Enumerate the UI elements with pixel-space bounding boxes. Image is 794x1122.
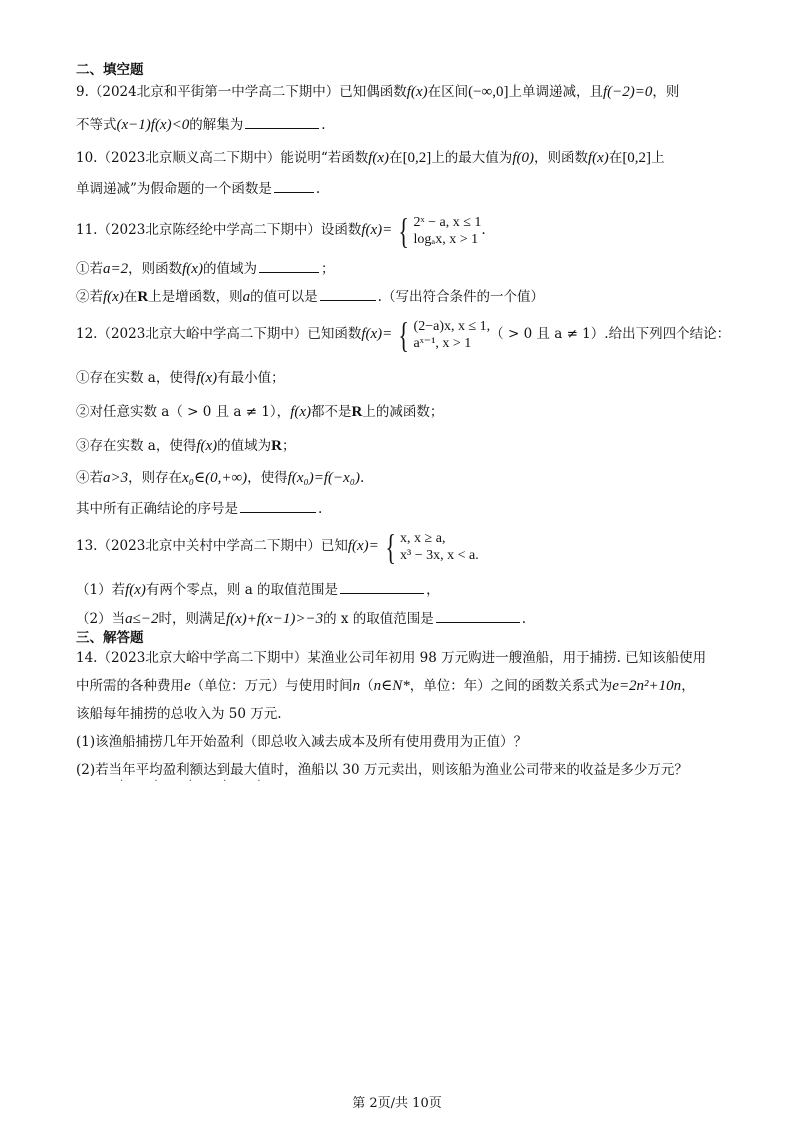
q13-brace: {	[385, 526, 396, 567]
q12-c1-math-fx: f(x)	[196, 370, 218, 386]
q12-c4-text-d: .	[359, 470, 365, 486]
q10-text-2: 在	[389, 150, 403, 166]
q12-c1-text-b: 有最小值；	[217, 370, 285, 386]
q13-text-1: 13.（2023北京中关村中学高二下期中）已知	[76, 538, 348, 554]
question-10-line-1	[76, 148, 665, 168]
q9-text-1: 9.（2024北京和平街第一中学高二下期中）已知偶函数	[76, 84, 407, 100]
q12-c4-text-b: ，则存在	[128, 470, 183, 486]
q10-answer-blank[interactable]	[274, 178, 314, 193]
q11-s2-text-a: ②若	[76, 289, 103, 305]
q12-math-fx: f(x)=	[361, 326, 393, 342]
q13-piecewise	[382, 526, 479, 567]
q10-text-1: 10.（2023北京顺义高二下期中）能说明“若函数	[76, 150, 369, 166]
q9-text-7: .	[321, 117, 326, 133]
q10-math-fx: f(x)	[368, 150, 390, 166]
q10-math-interval: [0,2]	[402, 150, 432, 166]
q11-cases	[414, 214, 482, 248]
q12-cases	[414, 318, 491, 352]
question-14-line-2	[76, 676, 695, 696]
q13-s1-math-fx: f(x)	[125, 582, 146, 598]
q12-c3-text-c: ；	[282, 438, 296, 454]
question-12-conclusion-2	[76, 402, 443, 422]
q11-s1-text-c: 的值域为	[202, 261, 257, 277]
q12-c2-text-b: 都不是	[311, 404, 352, 420]
question-14-line-3: 该船每年捕捞的总收入为 50 万元.	[76, 706, 282, 722]
q12-c1-text-a: ①存在实数 a，使得	[76, 370, 197, 386]
q13-s2-math-ineq: f(x)+f(x−1)>−3	[225, 611, 324, 627]
question-13-line-1	[76, 526, 479, 566]
q12-c4-math-x0: x₀∈(0,+∞)	[182, 470, 248, 486]
q12-piecewise	[395, 314, 491, 355]
q12-c3-math-R: R	[271, 438, 283, 454]
q14-math-n: n	[352, 678, 361, 694]
q10-text-5: 在	[608, 150, 623, 166]
q14-math-formula: e=2n²+10n	[612, 678, 682, 694]
q12-case-1: (2−a)x, x ≤ 1,	[413, 318, 491, 334]
q9-math-inequality: (x−1)f(x)<0	[116, 117, 190, 133]
q13-s1-text-c: ，	[426, 582, 440, 598]
q10-text-3: 上的最大值为	[431, 150, 513, 166]
question-12-answer-line	[76, 498, 322, 519]
q10-text-6: 上	[651, 150, 665, 166]
question-12-conclusion-4	[76, 468, 364, 488]
q14-text-2a: 中所需的各种费用	[76, 678, 184, 694]
q13-s2-text-d: .	[521, 611, 527, 627]
q12-c3-text-a: ③存在实数 a，使得	[76, 438, 197, 454]
q12-condition: （ > 0 且 a ≠ 1）	[490, 326, 605, 342]
q12-c2-math-fx: f(x)	[290, 404, 312, 420]
q12-c2-math-R: R	[351, 404, 363, 420]
q11-piecewise	[395, 210, 482, 251]
q9-math-condition: f(−2)=0	[602, 84, 653, 100]
q11-s1-math-fx: f(x)	[182, 261, 203, 277]
q11-s1-math-a: a=2	[103, 261, 129, 277]
q12-brace: {	[398, 314, 410, 355]
question-14-line-1: 14.（2023北京大峪中学高二下期中）某渔业公司年初用 98 万元购进一艘渔船，用于捕捞. 已知该船使用	[76, 650, 707, 666]
q13-s2-text-b: 时，则满足	[158, 611, 226, 627]
q13-s1-text-a: （1）若	[76, 582, 126, 598]
q12-c4-math-eq: f(x₀)=f(−x₀)	[287, 470, 360, 486]
q12-last-text-1: 其中所有正确结论的序号是	[76, 501, 238, 517]
q11-case-2: logₐx, x > 1	[413, 231, 479, 247]
section-heading-fill-blank: 二、填空题	[76, 62, 144, 78]
question-14-sub-2: (2)若当年平均盈利额达到最大值时，渔船以 30 万元卖出，则该船为渔业公司带来的收益是多少万元？	[76, 762, 688, 778]
q11-brace: {	[398, 210, 410, 251]
q9-text-5: 不等式	[76, 117, 117, 133]
q14-math-n-domain: n∈N*	[373, 678, 410, 694]
question-13-sub-2	[76, 608, 526, 629]
q12-case-2: aˣ⁻¹, x > 1	[413, 335, 472, 351]
q10-math-interval-2: [0,2]	[622, 150, 652, 166]
q10-math-f0: f(0)	[512, 150, 534, 166]
q11-s2-math-a: a	[242, 289, 251, 305]
question-12-conclusion-1	[76, 368, 285, 388]
question-11-sub-1	[76, 258, 334, 279]
question-9-line-2	[76, 114, 326, 135]
q11-s2-math-R: R	[137, 289, 149, 305]
q11-s2-text-b: 在	[123, 289, 138, 305]
q12-c3-text-b: 的值域为	[217, 438, 272, 454]
q10-text-4: ，则函数	[533, 150, 588, 166]
q13-s2-answer-blank[interactable]	[436, 608, 520, 623]
question-11-sub-2	[76, 286, 544, 307]
q11-s2-answer-blank[interactable]	[320, 286, 376, 301]
q11-s1-text-d: ；	[320, 261, 335, 277]
question-14-sub-1: (1)该渔船捕捞几年开始盈利（即总收入减去成本及所有使用费用为正值）？	[76, 734, 528, 750]
q12-c2-text-c: 上的减函数；	[362, 404, 444, 420]
q13-s1-answer-blank[interactable]	[340, 579, 424, 594]
q12-last-text-2: .	[318, 501, 323, 517]
question-12-conclusion-3	[76, 436, 296, 456]
q11-end: .	[481, 222, 486, 238]
q11-s1-answer-blank[interactable]	[259, 258, 319, 273]
question-13-sub-1	[76, 579, 440, 600]
q14-text-2g: ，	[681, 678, 695, 694]
q11-case-1: 2ˣ − a, x ≤ 1	[413, 214, 482, 230]
q11-s1-text-b: ，则函数	[128, 261, 183, 277]
q9-answer-blank[interactable]	[245, 114, 319, 129]
q13-case-2: x³ − 3x, x < a.	[400, 547, 479, 563]
q9-text-6: 的解集为	[189, 117, 244, 133]
q11-s2-text-d: 的值可以是	[250, 289, 318, 305]
q14-text-2d: ，单位：年）之间的函数关系式为	[409, 678, 613, 694]
q12-c4-text-a: ④若	[76, 470, 103, 486]
q13-s2-text-a: （2）当	[76, 611, 126, 627]
q14-text-2c: （	[360, 678, 374, 694]
q12-c4-text-c: ，使得	[247, 470, 288, 486]
q9-math-interval: (−∞,0]	[468, 84, 509, 100]
q11-math-fx: f(x)=	[361, 222, 393, 238]
q12-answer-blank[interactable]	[240, 498, 316, 513]
q11-s2-text-c: 上是增函数，则	[148, 289, 243, 305]
page-footer: 第 2页/共 10页	[352, 1096, 442, 1111]
q12-c2-text-a: ②对任意实数 a（ > 0 且 a ≠ 1），	[76, 404, 291, 420]
section-heading-solutions: 三、解答题	[76, 630, 144, 646]
q14-math-e: e	[184, 678, 191, 694]
q9-math-fx: f(x)	[406, 84, 428, 100]
q9-text-4: ，则	[652, 84, 680, 100]
q13-math-fx: f(x)=	[347, 538, 379, 554]
q13-case-1: x, x ≥ a,	[400, 530, 446, 546]
question-11-line-1	[76, 210, 486, 250]
q12-c3-math-fx: f(x)	[196, 438, 218, 454]
q10-text-8: .	[315, 181, 321, 197]
emphasis-dots: · · · · ·	[120, 776, 275, 787]
q11-s2-math-fx: f(x)	[103, 289, 124, 305]
q12-text-1: 12.（2023北京大峪中学高二下期中）已知函数	[76, 326, 362, 342]
q11-text-1: 11.（2023北京陈经纶中学高二下期中）设函数	[76, 222, 362, 238]
q12-c4-math-a: a>3	[103, 470, 129, 486]
question-10-line-2	[76, 178, 320, 199]
q13-s2-math-a: a≤−2	[125, 611, 159, 627]
q9-text-2: 在区间	[427, 84, 469, 100]
question-9-line-1	[76, 82, 679, 102]
q10-math-fx-2: f(x)	[587, 150, 609, 166]
q11-s1-text-a: ①若	[76, 261, 103, 277]
q12-text-2: .给出下列四个结论：	[604, 326, 731, 342]
q9-text-3: 上单调递减，且	[508, 84, 603, 100]
question-12-line-1	[76, 314, 730, 354]
q13-s1-text-b: 有两个零点，则 a 的取值范围是	[145, 582, 339, 598]
q14-text-2b: （单位：万元）与使用时间	[190, 678, 353, 694]
q11-s2-text-e: .（写出符合条件的一个值）	[377, 289, 544, 305]
q13-s2-text-c: 的 x 的取值范围是	[323, 611, 434, 627]
q13-cases	[400, 530, 479, 564]
q10-text-7: 单调递减”为假命题的一个函数是	[76, 181, 272, 197]
